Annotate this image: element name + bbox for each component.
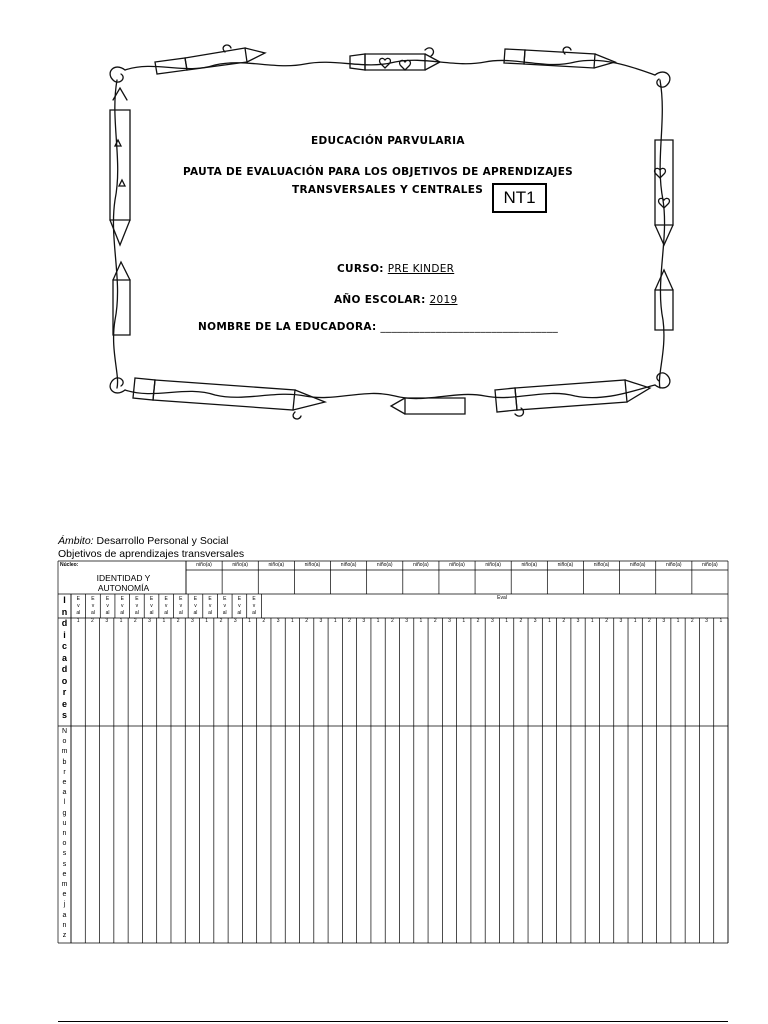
eval-vertical-char: al xyxy=(91,610,95,616)
score-number-label: 1 xyxy=(162,618,166,624)
eval-vertical-char: E xyxy=(135,596,139,602)
score-number-label: 3 xyxy=(705,618,708,624)
child-header-label: niño(a) xyxy=(702,562,718,568)
score-number-label: 2 xyxy=(91,618,94,624)
nombre-vertical-char: o xyxy=(62,840,67,848)
indicadores-vertical-char: d xyxy=(61,664,68,674)
ambito-value: Desarrollo Personal y Social xyxy=(96,535,229,547)
score-number-label: 1 xyxy=(76,618,80,624)
eval-vertical-char: E xyxy=(193,596,198,602)
nombre-vertical-char: s xyxy=(62,850,67,858)
eval-vertical-char: v xyxy=(150,603,153,609)
eval-vertical-char: E xyxy=(120,596,124,602)
educadora-row xyxy=(198,321,558,333)
score-number-label: 3 xyxy=(233,618,237,624)
nombre-vertical-char: n xyxy=(62,830,67,837)
eval-vertical-char: v xyxy=(91,603,95,609)
eval-vertical-char: al xyxy=(134,610,139,616)
child-header-label: niño(a) xyxy=(196,562,212,568)
score-number-label: 3 xyxy=(662,618,666,624)
anio-label: AÑO ESCOLAR: xyxy=(334,294,426,306)
child-header-label: niño(a) xyxy=(304,562,321,568)
score-number-label: 3 xyxy=(490,618,494,624)
eval-vertical-char: v xyxy=(77,603,80,609)
eval-vertical-char: E xyxy=(179,596,183,602)
score-number-label: 1 xyxy=(376,618,380,624)
nombre-vertical-char: s xyxy=(62,860,67,868)
eval-vertical-char: al xyxy=(237,610,242,616)
child-header-label: niño(a) xyxy=(629,562,646,568)
nombre-vertical-char: j xyxy=(63,901,66,909)
score-number-label: 1 xyxy=(419,618,423,624)
nombre-vertical-char: n xyxy=(62,921,67,929)
score-number-label: 1 xyxy=(290,618,294,624)
eval-vertical-char: v xyxy=(194,603,197,609)
score-number-label: 2 xyxy=(690,618,694,624)
eval-vertical-char: E xyxy=(252,596,256,602)
anio-value: 2019 xyxy=(429,294,458,306)
nombre-vertical-char: e xyxy=(62,870,67,878)
indicadores-vertical-char: n xyxy=(61,606,68,617)
nombre-vertical-char: e xyxy=(62,891,67,899)
indicadores-vertical-char: e xyxy=(61,698,67,709)
eval-vertical-char: v xyxy=(106,603,109,609)
score-number-label: 1 xyxy=(633,618,637,624)
eval-vertical-char: v xyxy=(179,603,183,609)
score-number-label: 1 xyxy=(333,618,337,624)
eval-vertical-char: al xyxy=(178,610,183,616)
anio-row xyxy=(334,294,457,306)
eval-vertical-char: al xyxy=(252,610,256,616)
child-header-label: niño(a) xyxy=(413,562,429,568)
title-line-1: PAUTA DE EVALUACIÓN PARA LOS OBJETIVOS DE APRENDIZAJES xyxy=(183,166,574,178)
score-number-label: 3 xyxy=(405,618,409,624)
score-number-label: 3 xyxy=(576,618,580,624)
eval-vertical-char: v xyxy=(223,603,226,609)
eval-vertical-char: v xyxy=(135,603,139,609)
score-number-label: 2 xyxy=(219,618,223,624)
score-number-label: 3 xyxy=(276,618,280,624)
score-number-label: 2 xyxy=(562,618,566,624)
educadora-label: NOMBRE DE LA EDUCADORA: xyxy=(198,321,377,333)
score-number-label: 2 xyxy=(519,618,523,624)
score-number-label: 2 xyxy=(176,618,180,624)
nombre-vertical-char: o xyxy=(62,738,67,746)
nombre-vertical-char: e xyxy=(62,779,67,786)
nombre-vertical-char: g xyxy=(62,809,67,817)
score-number-label: 1 xyxy=(119,618,123,624)
indicadores-vertical-char: o xyxy=(61,675,68,686)
child-header-label: niño(a) xyxy=(557,562,574,568)
nombre-vertical-char: m xyxy=(61,748,68,756)
child-header-label: niño(a) xyxy=(268,562,285,568)
score-number-label: 3 xyxy=(362,618,366,624)
nucleo-label: Núcleo: xyxy=(60,562,79,568)
indicadores-vertical-char: c xyxy=(61,641,67,651)
eval-vertical-char: al xyxy=(193,610,198,616)
nombre-vertical-char: N xyxy=(61,728,68,735)
eval-vertical-char: E xyxy=(149,596,154,602)
score-number-label: 1 xyxy=(676,618,680,624)
objetivos-line: Objetivos de aprendizajes transversales xyxy=(58,548,245,560)
level-heading: EDUCACIÓN PARVULARIA xyxy=(311,135,465,147)
ambito-line xyxy=(58,535,228,547)
ambito-label: Ámbito: xyxy=(58,535,94,547)
score-number-label: 2 xyxy=(433,618,437,624)
score-number-label: 3 xyxy=(319,618,323,624)
level-badge: NT1 xyxy=(492,183,547,213)
eval-vertical-char: E xyxy=(237,596,242,602)
eval-vertical-char: E xyxy=(91,596,95,602)
eval-vertical-char: E xyxy=(164,596,168,602)
score-number-label: 2 xyxy=(476,618,480,624)
nombre-vertical-char: l xyxy=(63,799,66,807)
cover-frame-illustration xyxy=(95,40,680,425)
score-number-label: 2 xyxy=(348,618,351,624)
score-number-label: 1 xyxy=(505,618,508,624)
eval-vertical-char: E xyxy=(223,596,227,602)
eval-vertical-char: E xyxy=(208,596,212,602)
curso-label: CURSO: xyxy=(337,263,384,275)
curso-row xyxy=(337,263,454,275)
child-header-label: niño(a) xyxy=(340,562,357,568)
indicadores-vertical-char: i xyxy=(63,629,66,640)
score-number-label: 2 xyxy=(305,618,309,624)
child-header-label: niño(a) xyxy=(376,562,393,568)
eval-vertical-char: al xyxy=(105,610,110,616)
eval-vertical-char: E xyxy=(76,596,80,602)
nucleo-value: IDENTIDAD Y AUTONOMÍA xyxy=(96,573,151,593)
score-number-label: 1 xyxy=(248,618,251,624)
score-number-label: 3 xyxy=(105,618,109,624)
score-number-label: 2 xyxy=(262,618,266,624)
score-number-label: 1 xyxy=(548,618,551,624)
nombre-vertical-char: m xyxy=(61,881,68,888)
score-number-label: 2 xyxy=(648,618,651,624)
score-number-label: 1 xyxy=(462,618,466,624)
indicadores-vertical-char: I xyxy=(63,595,66,605)
nombre-vertical-char: z xyxy=(62,932,67,939)
child-header-label: niño(a) xyxy=(449,562,465,568)
score-number-label: 2 xyxy=(605,618,608,624)
page-bottom-rule xyxy=(58,1021,728,1022)
eval-header-label: Eval xyxy=(497,595,507,601)
nombre-vertical-char: a xyxy=(62,911,67,919)
child-header-label: niño(a) xyxy=(521,562,538,568)
indicadores-vertical-char: d xyxy=(61,618,68,628)
eval-vertical-char: E xyxy=(105,596,110,602)
eval-vertical-char: v xyxy=(252,603,256,609)
eval-vertical-char: al xyxy=(164,610,169,616)
educadora-value: ________________________________ xyxy=(380,321,559,333)
eval-vertical-char: al xyxy=(76,610,81,616)
eval-vertical-char: v xyxy=(208,603,212,609)
eval-vertical-char: al xyxy=(208,610,213,616)
score-number-label: 1 xyxy=(719,618,723,624)
indicadores-vertical-char: s xyxy=(61,710,67,720)
nombre-vertical-char: b xyxy=(62,758,67,766)
score-number-label: 3 xyxy=(448,618,451,624)
score-number-label: 3 xyxy=(191,618,194,624)
eval-vertical-char: v xyxy=(164,603,168,609)
eval-vertical-char: al xyxy=(149,610,154,616)
indicadores-vertical-char: r xyxy=(62,687,67,697)
child-header-label: niño(a) xyxy=(232,562,248,568)
child-header-label: niño(a) xyxy=(665,562,682,568)
nombre-vertical-char: a xyxy=(62,789,67,797)
child-header-label: niño(a) xyxy=(593,562,610,568)
score-number-label: 3 xyxy=(148,618,151,624)
score-number-label: 1 xyxy=(205,618,209,624)
nombre-vertical-char: r xyxy=(63,768,66,776)
score-number-label: 2 xyxy=(390,618,394,624)
eval-vertical-char: v xyxy=(238,603,241,609)
indicadores-vertical-char: a xyxy=(61,652,67,663)
score-number-label: 3 xyxy=(533,618,537,624)
title-line-2: TRANSVERSALES Y CENTRALES xyxy=(292,184,484,196)
score-number-label: 1 xyxy=(590,618,594,624)
curso-value: PRE KINDER xyxy=(387,263,455,275)
nombre-vertical-char: u xyxy=(62,819,67,827)
score-number-label: 2 xyxy=(133,618,137,624)
eval-vertical-char: al xyxy=(222,610,227,616)
score-number-label: 3 xyxy=(619,618,623,624)
eval-vertical-char: al xyxy=(120,610,125,616)
eval-vertical-char: v xyxy=(120,603,124,609)
child-header-label: niño(a) xyxy=(485,562,501,568)
